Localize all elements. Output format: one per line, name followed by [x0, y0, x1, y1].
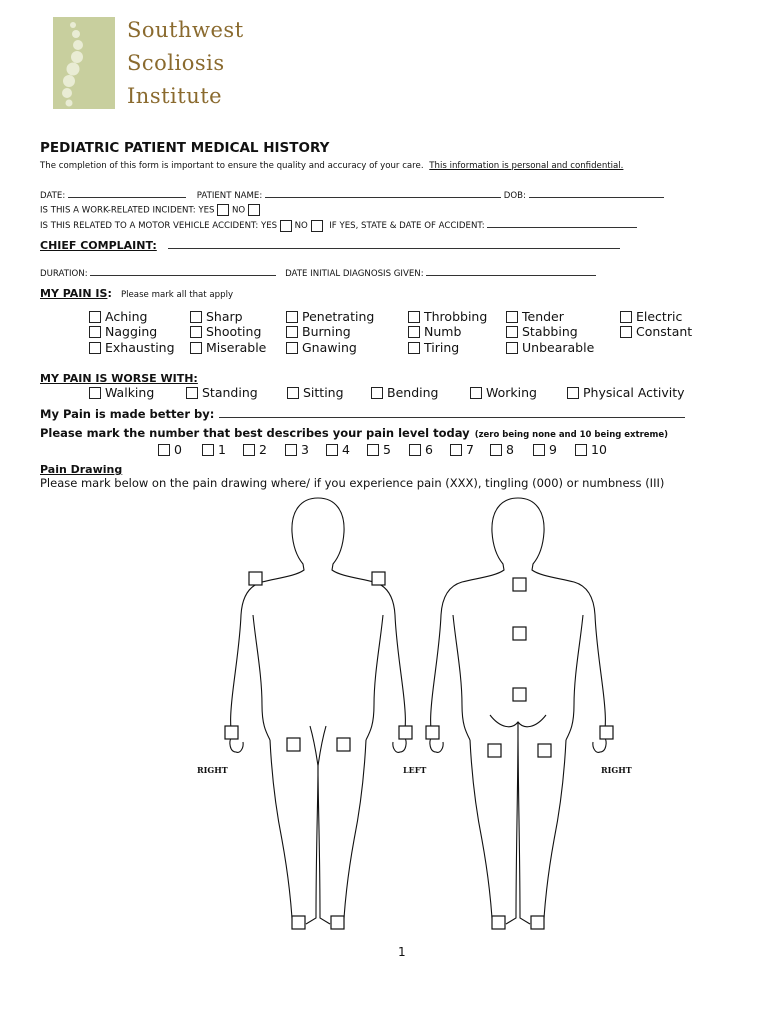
back-left-hand-box[interactable]	[426, 726, 439, 739]
pain-level-option[interactable]: 2	[243, 442, 267, 457]
front-right-thigh-box[interactable]	[287, 738, 300, 751]
front-left-hand-box[interactable]	[399, 726, 412, 739]
pain-level-option[interactable]: 0	[158, 442, 182, 457]
checkbox[interactable]	[620, 326, 632, 338]
checkbox[interactable]	[285, 444, 297, 456]
checkbox[interactable]	[286, 326, 298, 338]
checkbox[interactable]	[89, 311, 101, 323]
pain-option[interactable]: Numb	[408, 324, 461, 339]
checkbox[interactable]	[371, 387, 383, 399]
pain-option[interactable]: Burning	[286, 324, 351, 339]
body-figures	[0, 490, 770, 940]
checkbox[interactable]	[408, 326, 420, 338]
front-right-shoulder-box[interactable]	[249, 572, 262, 585]
pain-option[interactable]: Stabbing	[506, 324, 578, 339]
checkbox[interactable]	[202, 444, 214, 456]
checkbox[interactable]	[408, 311, 420, 323]
worse-option[interactable]: Sitting	[287, 385, 344, 400]
checkbox[interactable]	[190, 311, 202, 323]
back-lower-spine-box[interactable]	[513, 688, 526, 701]
back-right-label: RIGHT	[601, 765, 632, 775]
front-right-foot-box[interactable]	[292, 916, 305, 929]
front-left-thigh-box[interactable]	[337, 738, 350, 751]
initial-diagnosis-field[interactable]	[426, 267, 596, 276]
pain-option[interactable]: Tiring	[408, 340, 459, 355]
pain-level-option[interactable]: 1	[202, 442, 226, 457]
duration-row: DURATION: DATE INITIAL DIAGNOSIS GIVEN:	[40, 267, 596, 279]
pain-option[interactable]: Tender	[506, 309, 564, 324]
checkbox[interactable]	[243, 444, 255, 456]
pain-option[interactable]: Constant	[620, 324, 692, 339]
checkbox[interactable]	[367, 444, 379, 456]
form-title: PEDIATRIC PATIENT MEDICAL HISTORY	[40, 140, 330, 156]
motor-vehicle-row: IS THIS RELATED TO A MOTOR VEHICLE ACCIDENT: YES NO IF YES, STATE & DATE OF ACCIDENT:	[40, 219, 637, 232]
left-label: LEFT	[403, 765, 427, 775]
checkbox[interactable]	[287, 387, 299, 399]
pain-is-header: MY PAIN IS: Please mark all that apply	[40, 287, 234, 300]
worse-option[interactable]: Bending	[371, 385, 438, 400]
back-mid-spine-box[interactable]	[513, 627, 526, 640]
pain-level-option[interactable]: 8	[490, 442, 514, 457]
chief-complaint-field[interactable]	[168, 240, 620, 249]
pain-option[interactable]: Miserable	[190, 340, 266, 355]
duration-field[interactable]	[90, 267, 276, 276]
back-left-thigh-box[interactable]	[488, 744, 501, 757]
front-right-label: RIGHT	[197, 765, 228, 775]
pain-level-option[interactable]: 7	[450, 442, 474, 457]
work-related-yes-checkbox[interactable]	[217, 204, 229, 216]
back-right-hand-box[interactable]	[600, 726, 613, 739]
front-body-outline	[230, 498, 406, 924]
pain-option[interactable]: Unbearable	[506, 340, 594, 355]
checkbox[interactable]	[533, 444, 545, 456]
motor-vehicle-yes-checkbox[interactable]	[280, 220, 292, 232]
checkbox[interactable]	[89, 387, 101, 399]
back-upper-spine-box[interactable]	[513, 578, 526, 591]
worse-option[interactable]: Physical Activity	[567, 385, 685, 400]
dob-field[interactable]	[529, 189, 664, 198]
worse-option[interactable]: Standing	[186, 385, 258, 400]
pain-level-option[interactable]: 5	[367, 442, 391, 457]
chief-complaint-label: CHIEF COMPLAINT:	[40, 239, 157, 252]
front-left-shoulder-box[interactable]	[372, 572, 385, 585]
checkbox[interactable]	[409, 444, 421, 456]
pain-option[interactable]: Gnawing	[286, 340, 357, 355]
checkbox[interactable]	[567, 387, 579, 399]
checkbox[interactable]	[158, 444, 170, 456]
pain-option[interactable]: Penetrating	[286, 309, 374, 324]
checkbox[interactable]	[506, 311, 518, 323]
pain-drawing-instructions: Please mark below on the pain drawing where/ if you experience pain (XXX), tingling (000) or numbness (III)	[40, 476, 665, 490]
checkbox[interactable]	[620, 311, 632, 323]
confidential-note: This information is personal and confidential.	[429, 161, 624, 171]
checkbox[interactable]	[470, 387, 482, 399]
pain-level-option[interactable]: 9	[533, 442, 557, 457]
worse-with-header: MY PAIN IS WORSE WITH:	[40, 372, 198, 385]
back-body-outline	[430, 498, 606, 924]
patient-name-field[interactable]	[265, 189, 501, 198]
better-by-row: My Pain is made better by:	[40, 403, 685, 422]
checkbox[interactable]	[450, 444, 462, 456]
front-left-foot-box[interactable]	[331, 916, 344, 929]
date-row: DATE: PATIENT NAME: DOB:	[40, 189, 664, 201]
pain-drawing-header: Pain Drawing	[40, 463, 123, 476]
logo-mark	[53, 17, 115, 109]
intro-text: The completion of this form is important to ensure the quality and accuracy of your care. This information is personal and confidential.	[40, 161, 624, 171]
checkbox[interactable]	[326, 444, 338, 456]
checkbox[interactable]	[190, 326, 202, 338]
pain-option[interactable]: Shooting	[190, 324, 261, 339]
spine-graphic	[53, 17, 115, 109]
checkbox[interactable]	[286, 342, 298, 354]
work-related-row: IS THIS A WORK-RELATED INCIDENT: YES NO	[40, 204, 260, 216]
logo-line-2: Scoliosis	[127, 51, 225, 75]
pain-option[interactable]: Aching	[89, 309, 147, 324]
work-related-no-checkbox[interactable]	[248, 204, 260, 216]
worse-option[interactable]: Walking	[89, 385, 154, 400]
pain-level-option[interactable]: 10	[575, 442, 607, 457]
better-by-field[interactable]	[219, 409, 685, 418]
motor-vehicle-no-checkbox[interactable]	[311, 220, 323, 232]
worse-option[interactable]: Working	[470, 385, 537, 400]
pain-level-option[interactable]: 6	[409, 442, 433, 457]
checkbox[interactable]	[186, 387, 198, 399]
logo-line-1: Southwest	[127, 18, 244, 42]
checkbox[interactable]	[89, 326, 101, 338]
pain-option[interactable]: Nagging	[89, 324, 157, 339]
pain-option[interactable]: Throbbing	[408, 309, 487, 324]
chief-complaint-row	[40, 234, 620, 253]
checkbox[interactable]	[89, 342, 101, 354]
checkbox[interactable]	[575, 444, 587, 456]
back-right-thigh-box[interactable]	[538, 744, 551, 757]
pain-option[interactable]: Electric	[620, 309, 682, 324]
pain-level-option[interactable]: 3	[285, 442, 309, 457]
checkbox[interactable]	[190, 342, 202, 354]
checkbox[interactable]	[490, 444, 502, 456]
pain-level-prompt: Please mark the number that best describes your pain level today (zero being none and 10 being extreme)	[40, 426, 669, 440]
checkbox[interactable]	[506, 342, 518, 354]
checkbox[interactable]	[408, 342, 420, 354]
checkbox[interactable]	[506, 326, 518, 338]
back-right-foot-box[interactable]	[531, 916, 544, 929]
date-field[interactable]	[68, 189, 186, 198]
accident-details-field[interactable]	[487, 219, 637, 228]
checkbox[interactable]	[286, 311, 298, 323]
pain-option[interactable]: Sharp	[190, 309, 243, 324]
pain-level-option[interactable]: 4	[326, 442, 350, 457]
pain-option[interactable]: Exhausting	[89, 340, 175, 355]
page-number: 1	[398, 945, 406, 959]
front-right-hand-box[interactable]	[225, 726, 238, 739]
logo-line-3: Institute	[127, 84, 223, 108]
back-left-foot-box[interactable]	[492, 916, 505, 929]
